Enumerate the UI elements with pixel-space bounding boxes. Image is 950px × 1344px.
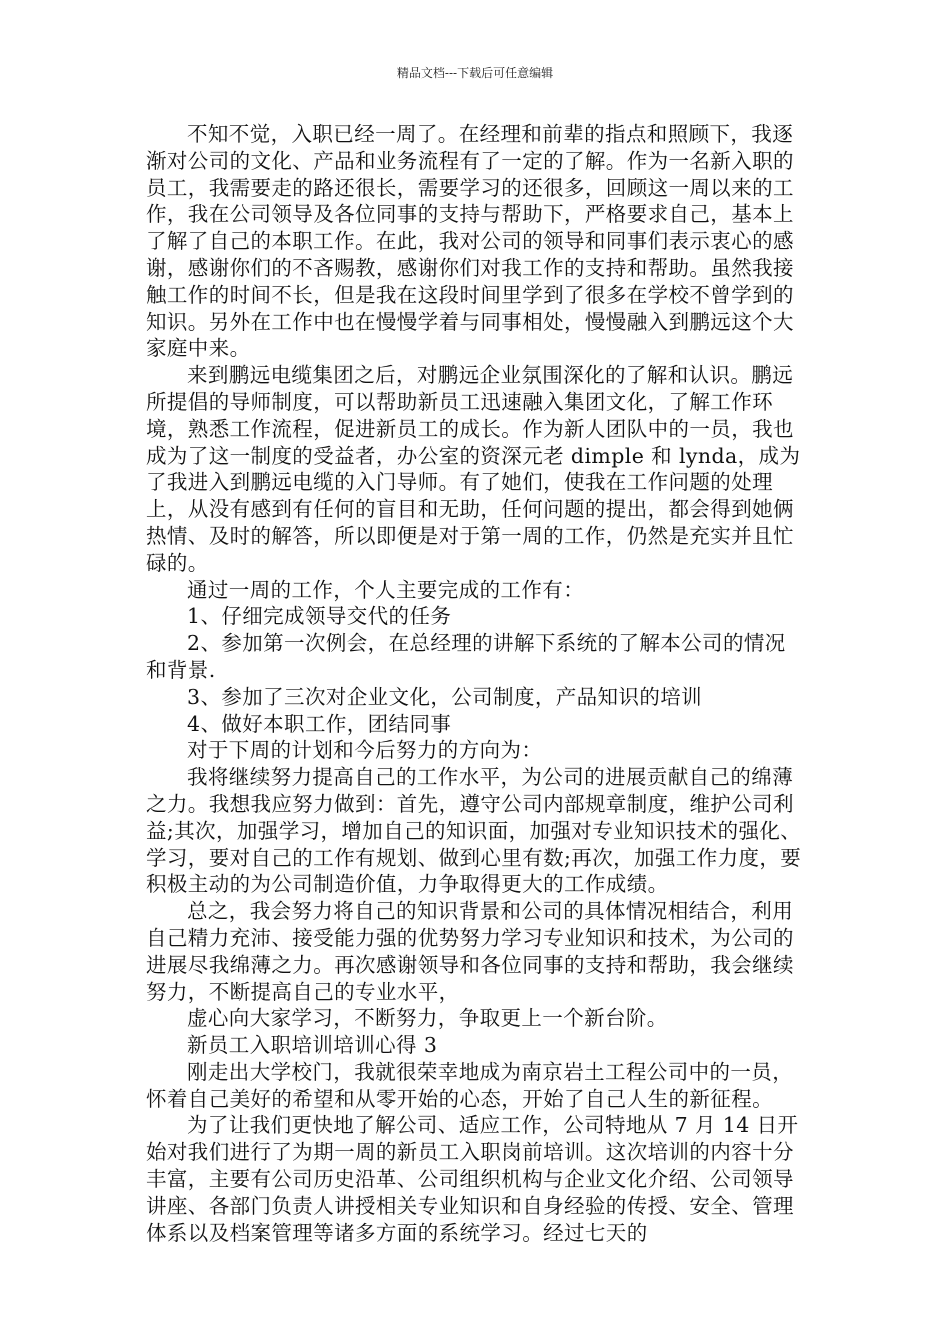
paragraph-mentorship: 来到鹏远电缆集团之后，对鹏远企业氛围深化的了解和认识。鹏远所提倡的导师制度，可以帮助新员工迅速融入集团文化，了解工作环境，熟悉工作流程，促进新员工的成长。作为新人团队中的一员，我也成为了这一制度的受益者，办公室的资深元老 dimple 和 lynda，成为了我进入到鹏远电缆的入门导师。有了她们，使我在工作问题的处理上，从没有感到有任何的盲目和无助，任何问题的提出，都会得到她俩热情、及时的解答，所以即便是对于第一周的工作，仍然是充实并且忙碌的。: [146, 363, 801, 575]
paragraph-conclusion: 总之，我会努力将自己的知识背景和公司的具体情况相结合，利用自己精力充沛、接受能力强的优势努力学习专业知识和技术，为公司的进展尽我绵薄之力。再次感谢领导和各位同事的支持和帮助，我会继续努力，不断提高自己的专业水平，: [146, 899, 794, 1004]
paragraph-work-summary-heading: 通过一周的工作，个人主要完成的工作有：: [187, 577, 585, 602]
paragraph-section-intro: 刚走出大学校门，我就很荣幸地成为南京岩土工程公司中的一员，怀着自己美好的希望和从零开始的心态，开始了自己人生的新征程。: [146, 1059, 794, 1111]
page-header: 精品文档---下载后可任意编辑: [396, 66, 554, 80]
paragraph-plan: 我将继续努力提高自己的工作水平，为公司的进展贡献自己的绵薄之力。我想我应努力做到：首先，遵守公司内部规章制度，维护公司利益;其次，加强学习，增加自己的知识面，加强对专业知识技术的强化、学习，要对自己的工作有规划、做到心里有数;再次，加强工作力度，要积极主动的为公司制造价值，力争取得更大的工作成绩。: [146, 765, 802, 897]
paragraph-training: 为了让我们更快地了解公司、适应工作，公司特地从 7 月 14 日开始对我们进行了为期一周的新员工入职岗前培训。这次培训的内容十分丰富，主要有公司历史沿革、公司组织机构与企业文化介绍、公司领导讲座、各部门负责人讲授相关专业知识和自身经验的传授、安全、管理体系以及档案管理等诸多方面的系统学习。经过七天的: [146, 1113, 799, 1245]
list-item-2: 2、参加第一次例会，在总经理的讲解下系统的了解本公司的情况和背景.: [146, 631, 786, 682]
paragraph-plan-heading: 对于下周的计划和今后努力的方向为：: [187, 738, 543, 763]
list-item-1: 1、仔细完成领导交代的任务: [187, 604, 452, 629]
paragraph-intro: 不知不觉，入职已经一周了。在经理和前辈的指点和照顾下，我逐渐对公司的文化、产品和业务流程有了一定的了解。作为一名新入职的员工，我需要走的路还很长，需要学习的还很多，回顾这一周以来的工作，我在公司领导及各位同事的支持与帮助下，严格要求自己，基本上了解了自己的本职工作。在此，我对公司的领导和同事们表示衷心的感谢，感谢你们的不吝赐教，感谢你们对我工作的支持和帮助。虽然我接触工作的时间不长，但是我在这段时间里学到了很多在学校不曾学到的知识。另外在工作中也在慢慢学着与同事相处，慢慢融入到鹏远这个大家庭中来。: [146, 122, 794, 361]
paragraph-closing: 虚心向大家学习，不断努力，争取更上一个新台阶。: [187, 1006, 668, 1031]
section-title: 新员工入职培训培训心得 3: [187, 1033, 438, 1058]
list-item-3: 3、参加了三次对企业文化，公司制度，产品知识的培训: [187, 684, 703, 709]
list-item-4: 4、做好本职工作，团结同事: [187, 711, 452, 736]
document-body: [146, 121, 806, 1246]
